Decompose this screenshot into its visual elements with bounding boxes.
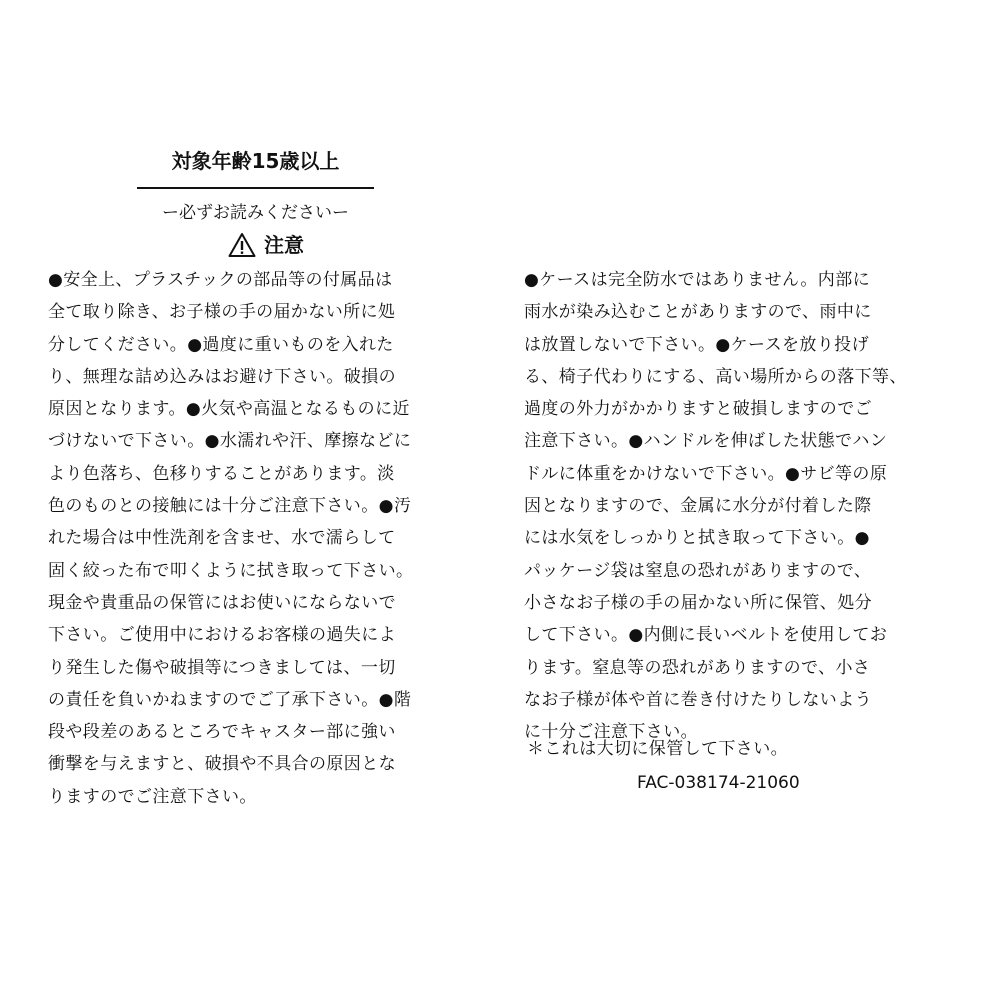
warning-triangle-icon: [228, 232, 256, 258]
text-line: 衝撃を与えますと、破損や不具合の原因とな: [48, 754, 396, 775]
text-line: り発生した傷や破損等につきましては、一切: [48, 657, 396, 678]
text-line: に十分ご注意下さい。: [524, 722, 698, 743]
text-line: 色のものとの接触には十分ご注意下さい。●汚: [48, 496, 412, 517]
text-line: 過度の外力がかかりますと破損しますのでご: [524, 399, 872, 420]
text-line: の責任を負いかねますのでご了承下さい。●階: [48, 689, 412, 710]
caution-heading: [206, 230, 326, 260]
text-line: 下さい。ご使用中におけるお客様の過失によ: [48, 625, 396, 646]
text-line: して下さい。●内側に長いベルトを使用してお: [524, 625, 888, 646]
text-line: 固く絞った布で叩くように拭き取って下さい。: [48, 560, 414, 581]
text-line: り、無理な詰め込みはお避け下さい。破損の: [48, 366, 396, 387]
text-line: る、椅子代わりにする、高い場所からの落下等、: [524, 366, 907, 387]
text-line: 全て取り除き、お子様の手の届かない所に処: [48, 302, 396, 323]
text-line: れた場合は中性洗剤を含ませ、水で濡らして: [48, 528, 396, 549]
text-line: 分してください。●過度に重いものを入れた: [48, 334, 394, 355]
text-line: ●安全上、プラスチックの部品等の付属品は: [48, 270, 393, 290]
text-line: なお子様が体や首に巻き付けたりしないよう: [524, 689, 872, 710]
text-line: 因となりますので、金属に水分が付着した際: [524, 496, 872, 517]
text-line: 小さなお子様の手の届かない所に保管、処分: [524, 592, 872, 613]
left-warnings-column: [48, 264, 478, 813]
text-line: ります。窒息等の恐れがありますので、小さ: [524, 657, 871, 678]
text-line: は放置しないで下さい。●ケースを放り投げ: [524, 334, 869, 355]
text-line: より色落ち、色移りすることがあります。淡: [48, 463, 395, 484]
read-notice: ー必ずお読みくださいー: [162, 203, 349, 223]
right-warnings-column: [524, 264, 954, 748]
text-line: づけないで下さい。●水濡れや汗、摩擦などに: [48, 431, 412, 452]
text-line: ●ケースは完全防水ではありません。内部に: [524, 270, 871, 290]
product-code: FAC-038174-21060: [637, 773, 800, 793]
text-line: には水気をしっかりと拭き取って下さい。●: [524, 528, 870, 549]
text-line: りますのでご注意下さい。: [48, 786, 257, 807]
text-line: 段や段差のあるところでキャスター部に強い: [48, 722, 396, 743]
title-divider: [137, 187, 374, 189]
text-line: 注意下さい。●ハンドルを伸ばした状態でハン: [524, 431, 888, 452]
text-line: パッケージ袋は窒息の恐れがありますので、: [524, 560, 872, 581]
caution-label: 注意: [264, 233, 304, 257]
age-rating-title: 対象年齢15歳以上: [171, 149, 340, 173]
text-line: 雨水が染み込むことがありますので、雨中に: [524, 302, 872, 323]
text-line: 現金や貴重品の保管にはお使いにならないで: [48, 592, 396, 613]
keep-safe-note: ＊これは大切に保管して下さい。: [527, 739, 788, 759]
text-line: ドルに体重をかけないで下さい。●サビ等の原: [524, 463, 888, 484]
text-line: 原因となります。●火気や高温となるものに近: [48, 399, 410, 420]
